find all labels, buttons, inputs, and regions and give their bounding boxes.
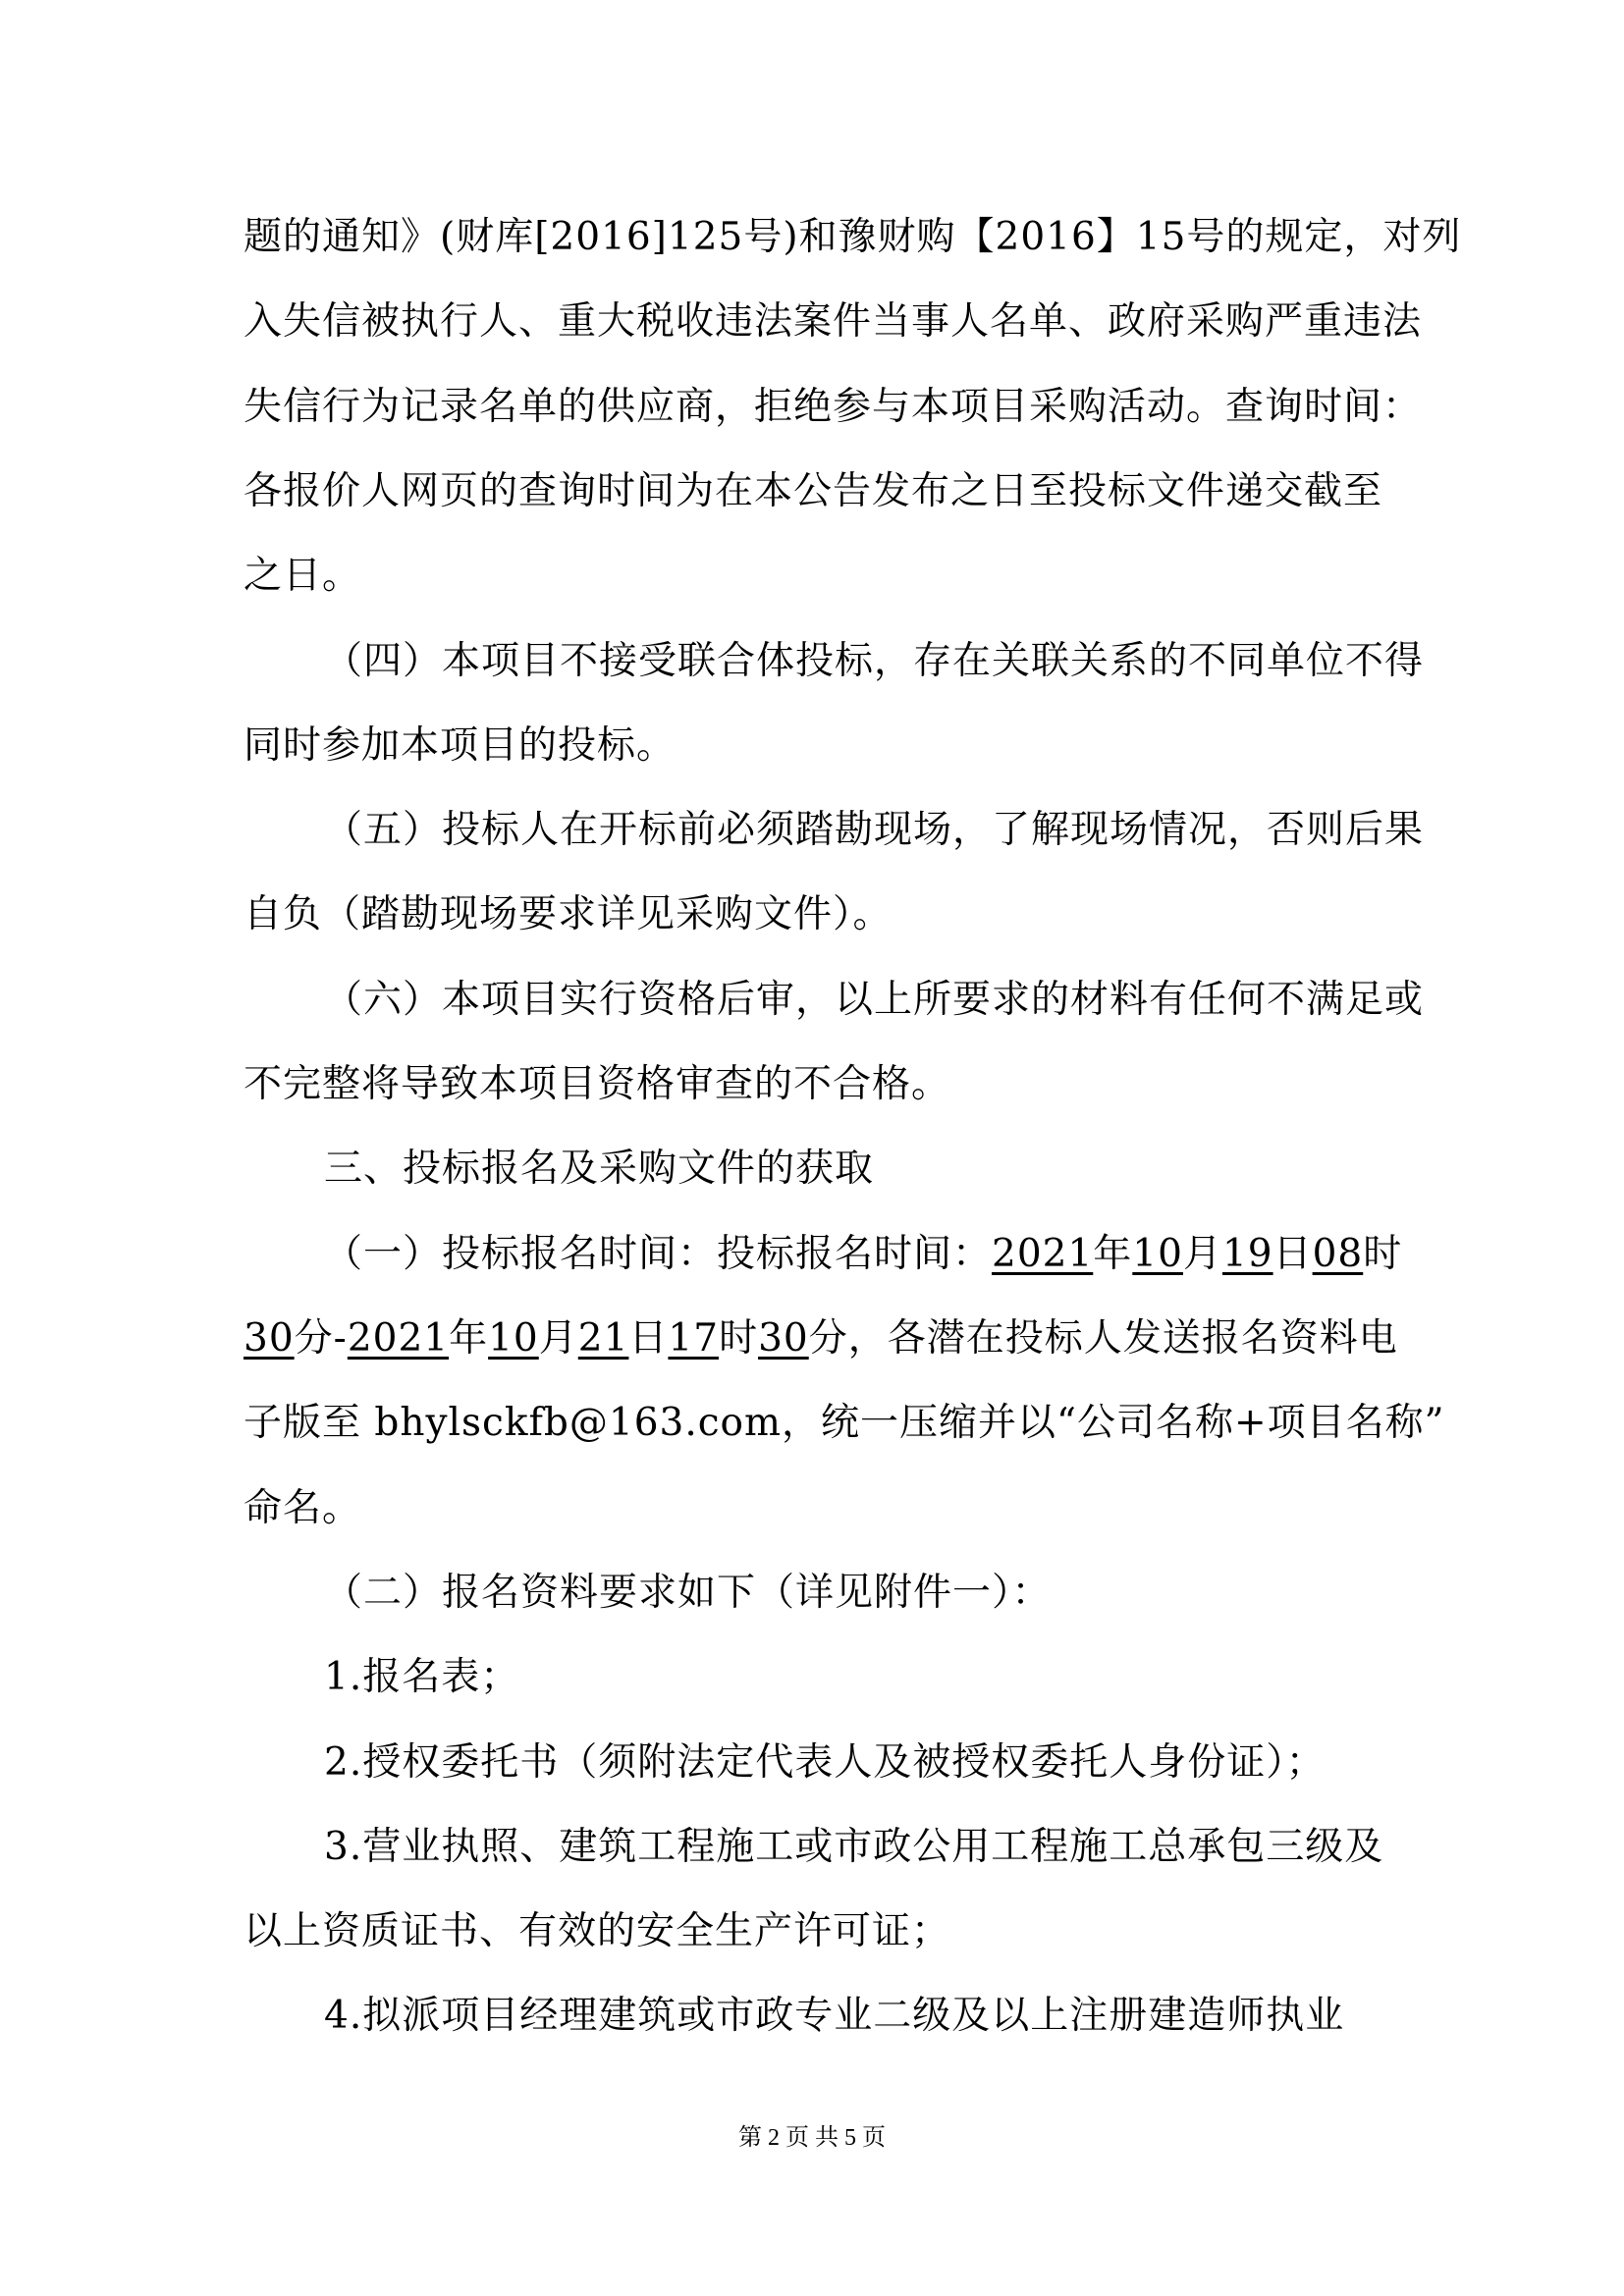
paragraph-line: 之日。 <box>244 554 362 598</box>
registration-naming-line: 命名。 <box>244 1486 362 1530</box>
registration-tail: 分，各潜在投标人发送报名资料电 <box>808 1316 1398 1361</box>
paragraph-line: 失信行为记录名单的供应商，拒绝参与本项目采购活动。查询时间： <box>244 385 1423 429</box>
clause-4-line: 同时参加本项目的投标。 <box>244 723 677 768</box>
unit-minute-dash: 分- <box>294 1316 348 1361</box>
clause-5-line: 自负（踏勘现场要求详见采购文件）。 <box>244 892 893 936</box>
clause-6-line: 不完整将导致本项目资格审查的不合格。 <box>244 1062 951 1106</box>
unit-month: 月 <box>538 1316 578 1361</box>
paragraph-line: 各报价人网页的查询时间为在本公告发布之日至投标文件递交截至 <box>244 469 1383 513</box>
clause-5-line: （五）投标人在开标前必须踏勘现场，了解现场情况，否则后果 <box>324 808 1425 852</box>
unit-year: 年 <box>449 1316 489 1361</box>
registration-email-line: 子版至 bhylsckfb@163.com，统一压缩并以“公司名称+项目名称” <box>244 1401 1445 1445</box>
end-day: 21 <box>577 1316 629 1361</box>
unit-month: 月 <box>1182 1232 1222 1276</box>
page-footer: 第 2 页 共 5 页 <box>738 2125 886 2151</box>
start-day: 19 <box>1221 1232 1273 1276</box>
unit-hour: 时 <box>1363 1232 1403 1276</box>
start-minute: 30 <box>244 1316 295 1361</box>
list-item: 2.授权委托书（须附法定代表人及被授权委托人身份证）； <box>324 1740 1326 1785</box>
list-item: 4.拟派项目经理建筑或市政专业二级及以上注册建造师执业 <box>324 1994 1345 2038</box>
registration-lead: （一）投标报名时间：投标报名时间： <box>324 1232 993 1276</box>
registration-time-line <box>244 1313 1398 1364</box>
paragraph-line: 题的通知》(财库[2016]125号)和豫财购【2016】15号的规定，对列 <box>244 215 1462 259</box>
list-item-continuation: 以上资质证书、有效的安全生产许可证； <box>244 1909 951 1953</box>
section-heading: 三、投标报名及采购文件的获取 <box>324 1147 875 1191</box>
end-hour: 17 <box>668 1316 720 1361</box>
start-month: 10 <box>1132 1232 1183 1276</box>
registration-materials-line: （二）报名资料要求如下（详见附件一）： <box>324 1571 1052 1615</box>
end-month: 10 <box>488 1316 539 1361</box>
registration-time-line <box>324 1229 1402 1280</box>
clause-4-line: （四）本项目不接受联合体投标，存在关联关系的不同单位不得 <box>324 639 1425 683</box>
paragraph-line: 入失信被执行人、重大税收违法案件当事人名单、政府采购严重违法 <box>244 299 1423 344</box>
unit-year: 年 <box>1093 1232 1133 1276</box>
unit-hour: 时 <box>719 1316 759 1361</box>
start-hour: 08 <box>1312 1232 1364 1276</box>
unit-day: 日 <box>628 1316 669 1361</box>
unit-day: 日 <box>1272 1232 1313 1276</box>
start-year: 2021 <box>992 1232 1094 1276</box>
end-year: 2021 <box>347 1316 450 1361</box>
list-item: 1.报名表； <box>324 1655 520 1699</box>
clause-6-line: （六）本项目实行资格后审，以上所要求的材料有任何不满足或 <box>324 978 1425 1022</box>
list-item: 3.营业执照、建筑工程施工或市政公用工程施工总承包三级及 <box>324 1825 1384 1869</box>
end-minute: 30 <box>758 1316 809 1361</box>
